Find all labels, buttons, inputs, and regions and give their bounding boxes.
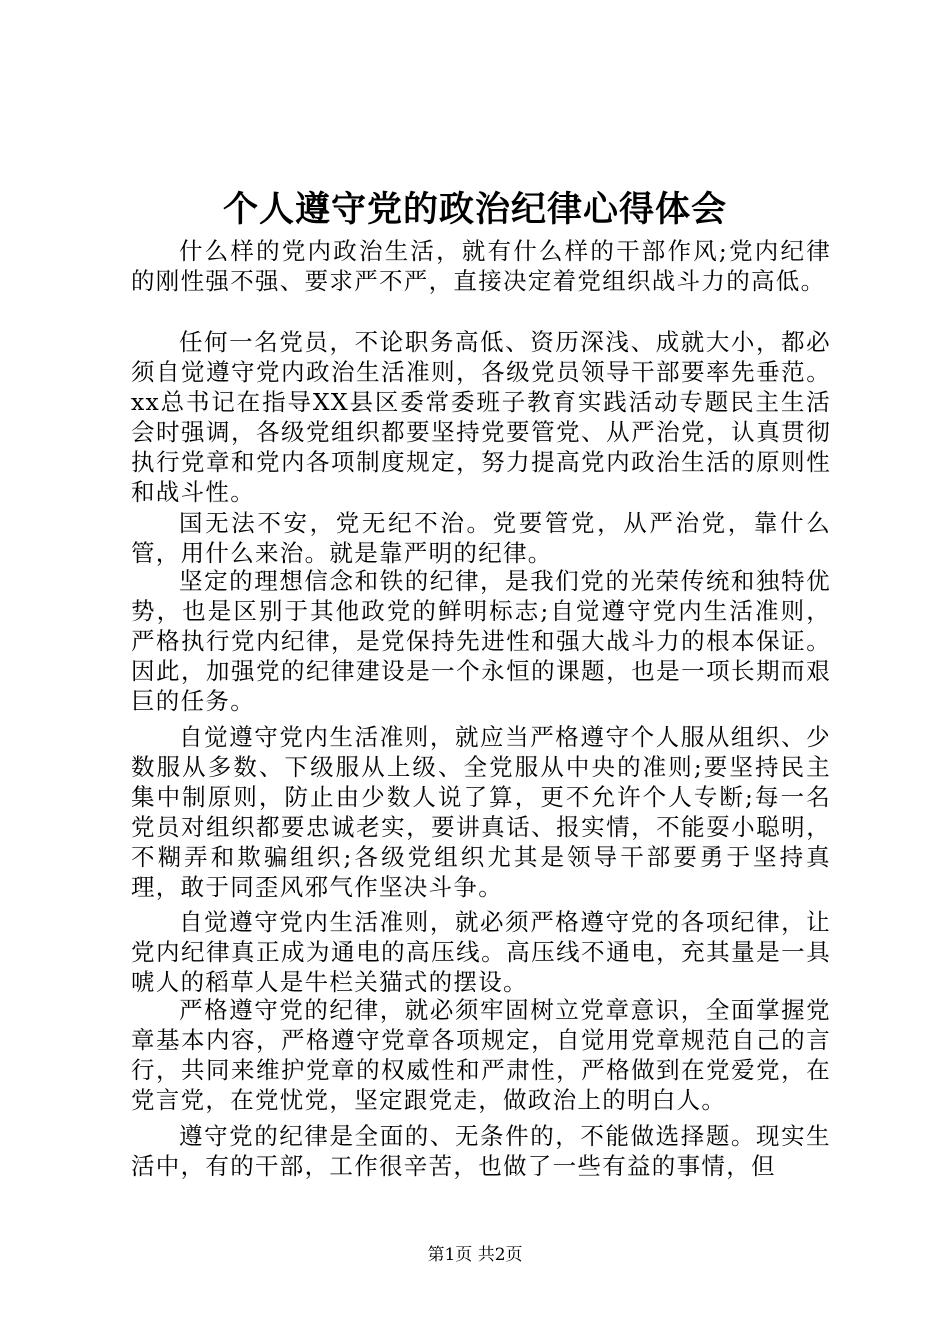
paragraph-4: 坚定的理想信念和铁的纪律，是我们党的光荣传统和独特优势，也是区别于其他政党的鲜明标志;自觉遵守党内生活准则，严格执行党内纪律，是党保持先进性和强大战斗力的根本保证。因此，加强党的纪律建设是一个永恒的课题，也是一项长期而艰巨的任务。 — [131, 567, 831, 715]
document-title: 个人遵守党的政治纪律心得体会 — [222, 189, 727, 230]
paragraph-6: 自觉遵守党内生活准则，就必须严格遵守党的各项纪律，让党内纪律真正成为通电的高压线。高压线不通电，充其量是一具唬人的稻草人是牛栏关猫式的摆设。 — [131, 908, 831, 996]
paragraph-3: 国无法不安，党无纪不治。党要管党，从严治党，靠什么管，用什么来治。就是靠严明的纪律。 — [131, 509, 831, 567]
page-number-footer: 第1页 共2页 — [427, 1245, 523, 1265]
paragraph-5: 自觉遵守党内生活准则，就应当严格遵守个人服从组织、少数服从多数、下级服从上级、全党服从中央的准则;要坚持民主集中制原则，防止由少数人说了算，更不允许个人专断;每一名党员对组织都要忠诚老实，要讲真话、报实情，不能耍小聪明，不糊弄和欺骗组织;各级党组织尤其是领导干部要勇于坚持真理，敢于同歪风邪气作坚决斗争。 — [131, 723, 831, 901]
paragraph-7: 严格遵守党的纪律，就必须牢固树立党章意识，全面掌握党章基本内容，严格遵守党章各项规定，自觉用党章规范自己的言行，共同来维护党章的权威性和严肃性，严格做到在党爱党，在党言党，在党忧党，坚定跟党走，做政治上的明白人。 — [131, 996, 831, 1114]
paragraph-8: 遵守党的纪律是全面的、无条件的，不能做选择题。现实生活中，有的干部，工作很辛苦，也做了一些有益的事情，但 — [131, 1122, 831, 1180]
paragraph-2: 任何一名党员，不论职务高低、资历深浅、成就大小，都必须自觉遵守党内政治生活准则，各级党员领导干部要率先垂范。xx总书记在指导XX县区委常委班子教育实践活动专题民主生活会时强调，各级党组织都要坚持党要管党、从严治党，认真贯彻执行党章和党内各项制度规定，努力提高党内政治生活的原则性和战斗性。 — [131, 328, 831, 506]
paragraph-1: 什么样的党内政治生活，就有什么样的干部作风;党内纪律的刚性强不强、要求严不严，直接决定着党组织战斗力的高低。 — [131, 237, 831, 295]
